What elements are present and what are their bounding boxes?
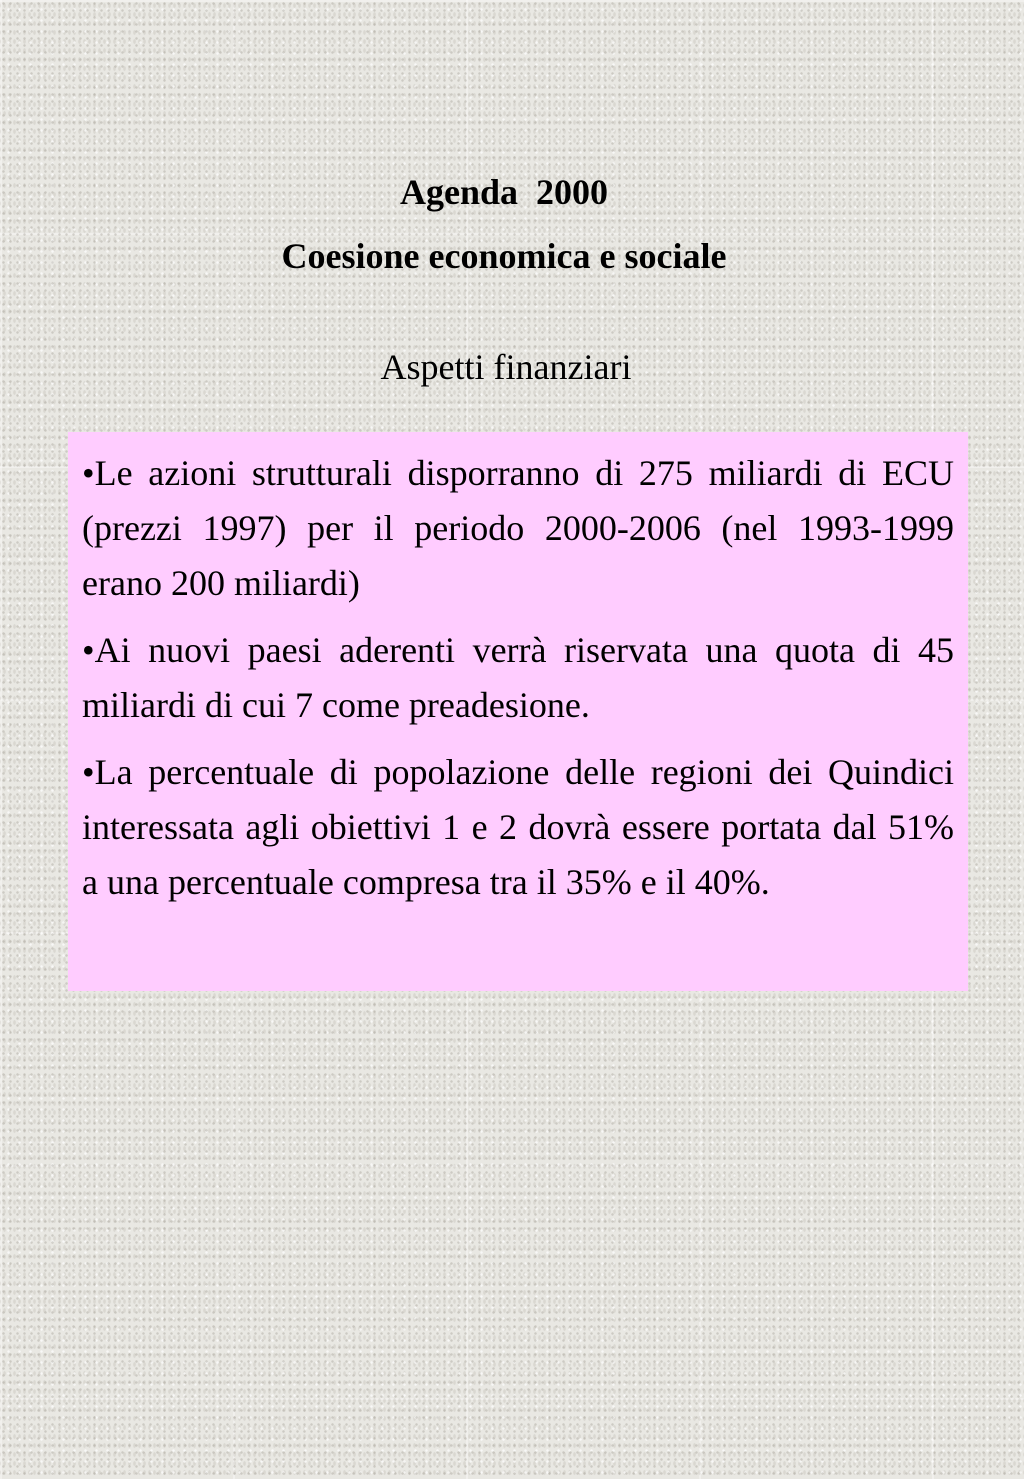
bullet-point: •Le azioni strutturali disporranno di 275 miliardi di ECU (prezzi 1997) per il periodo 2000-2006 (nel 1993-1999 erano 200 miliardi) xyxy=(82,453,954,603)
bullet-point: •Ai nuovi paesi aderenti verrà riservata una quota di 45 miliardi di cui 7 come preadesione. xyxy=(82,630,954,725)
page-subtitle: Coesione economica e sociale xyxy=(281,236,727,276)
content-box xyxy=(68,432,968,991)
page-title: Agenda 2000 xyxy=(399,172,609,212)
bullet-point: •La percentuale di popolazione delle regioni dei Quindici interessata agli obiettivi 1 e 2 dovrà essere portata dal 51% a una percentuale compresa tra il 35% e il 40%. xyxy=(82,752,954,902)
section-heading: Aspetti finanziari xyxy=(380,347,632,387)
